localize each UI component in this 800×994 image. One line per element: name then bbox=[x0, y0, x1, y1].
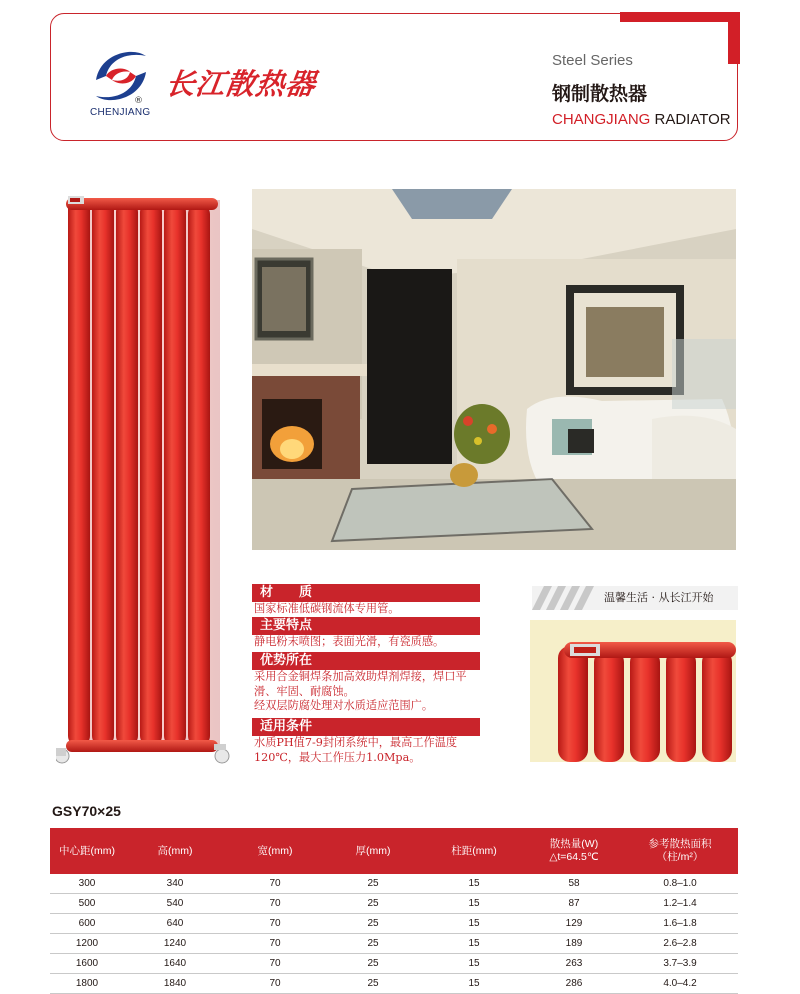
column-header bbox=[226, 828, 324, 874]
radiator-closeup-image bbox=[530, 620, 736, 762]
series-title-cn: 钢制散热器 bbox=[552, 83, 648, 105]
spec-table bbox=[50, 828, 738, 994]
table-row bbox=[50, 874, 738, 894]
table-cell: 2.6–2.8 bbox=[622, 934, 738, 954]
table-cell: 4.0–4.2 bbox=[622, 974, 738, 994]
logo-caption: CHENJIANG bbox=[90, 107, 151, 118]
column-header bbox=[422, 828, 526, 874]
column-header bbox=[622, 828, 738, 874]
radiator-product-image bbox=[56, 188, 240, 772]
table-cell: 600 bbox=[50, 914, 124, 934]
feature-body-material bbox=[254, 602, 494, 617]
table-cell: 25 bbox=[324, 894, 422, 914]
table-cell: 70 bbox=[226, 894, 324, 914]
brand-name: 长江散热器 bbox=[163, 67, 319, 101]
table-cell: 15 bbox=[422, 894, 526, 914]
column-header-text: 参考散热面积 bbox=[648, 838, 712, 850]
table-row bbox=[50, 974, 738, 994]
column-header-text: 宽(mm) bbox=[257, 844, 293, 857]
table-cell: 340 bbox=[124, 874, 226, 894]
column-header-text: 中心距(mm) bbox=[59, 844, 115, 857]
feature-title-advantages: 优势所在 bbox=[252, 652, 480, 670]
corner-accent-vertical bbox=[728, 12, 740, 64]
feature-body-highlights bbox=[254, 635, 494, 650]
series-brand-red: CHANGJIANG bbox=[552, 111, 651, 128]
table-cell: 1240 bbox=[124, 934, 226, 954]
table-cell: 129 bbox=[526, 914, 622, 934]
table-cell: 25 bbox=[324, 974, 422, 994]
table-cell: 70 bbox=[226, 874, 324, 894]
table-cell: 70 bbox=[226, 934, 324, 954]
table-cell: 3.7–3.9 bbox=[622, 954, 738, 974]
model-title: GSY70×25 bbox=[52, 803, 121, 819]
feature-line: 滑、牢固、耐腐蚀。 bbox=[254, 684, 355, 698]
column-header-text: 散热量(W) bbox=[549, 838, 599, 850]
living-room-photo bbox=[252, 189, 736, 550]
column-header-text: 高(mm) bbox=[157, 844, 193, 857]
feature-body-advantages bbox=[254, 670, 494, 714]
feature-line: 国家标准低碳钢流体专用管。 bbox=[254, 602, 400, 615]
table-cell: 70 bbox=[226, 954, 324, 974]
table-cell: 70 bbox=[226, 974, 324, 994]
table-cell: 15 bbox=[422, 874, 526, 894]
column-header bbox=[324, 828, 422, 874]
table-cell: 1.6–1.8 bbox=[622, 914, 738, 934]
table-row bbox=[50, 954, 738, 974]
column-header-text: 厚(mm) bbox=[355, 844, 391, 857]
corner-accent bbox=[620, 12, 738, 22]
table-cell: 58 bbox=[526, 874, 622, 894]
series-title-en: Steel Series bbox=[552, 52, 633, 69]
table-cell: 286 bbox=[526, 974, 622, 994]
column-header bbox=[124, 828, 226, 874]
column-header-text: 柱距(mm) bbox=[451, 844, 497, 857]
table-cell: 540 bbox=[124, 894, 226, 914]
table-cell: 263 bbox=[526, 954, 622, 974]
table-cell: 1800 bbox=[50, 974, 124, 994]
table-cell: 1840 bbox=[124, 974, 226, 994]
table-cell: 15 bbox=[422, 934, 526, 954]
table-cell: 15 bbox=[422, 974, 526, 994]
table-cell: 15 bbox=[422, 954, 526, 974]
table-cell: 1600 bbox=[50, 954, 124, 974]
table-cell: 87 bbox=[526, 894, 622, 914]
table-cell: 1200 bbox=[50, 934, 124, 954]
table-cell: 70 bbox=[226, 914, 324, 934]
table-cell: 1640 bbox=[124, 954, 226, 974]
feature-body-conditions bbox=[254, 736, 494, 765]
slogan: 温馨生活 · 从长江开始 bbox=[604, 591, 714, 604]
feature-line: 经双层防腐处理对水质适应范围广。 bbox=[254, 699, 434, 712]
table-cell: 300 bbox=[50, 874, 124, 894]
table-cell: 25 bbox=[324, 954, 422, 974]
column-header bbox=[526, 828, 622, 874]
column-header-subtext: △t=64.5℃ bbox=[549, 851, 599, 863]
column-header-subtext: （柱/m²） bbox=[656, 851, 704, 863]
table-cell: 0.8–1.0 bbox=[622, 874, 738, 894]
feature-line: 水质PH值7-9封闭系统中，最高工作温度 bbox=[254, 736, 458, 749]
feature-line: 静电粉末喷图；表面光滑，有瓷质感。 bbox=[254, 635, 445, 648]
table-cell: 640 bbox=[124, 914, 226, 934]
feature-title-highlights: 主要特点 bbox=[252, 617, 480, 635]
table-row bbox=[50, 894, 738, 914]
table-cell: 1.2–1.4 bbox=[622, 894, 738, 914]
feature-line: 采用合金铜焊条加高效助焊剂焊接，焊口平 bbox=[254, 670, 467, 683]
table-cell: 189 bbox=[526, 934, 622, 954]
table-cell: 25 bbox=[324, 934, 422, 954]
table-header-row bbox=[50, 828, 738, 874]
table-row bbox=[50, 934, 738, 954]
table-cell: 25 bbox=[324, 874, 422, 894]
feature-title-conditions: 适用条件 bbox=[252, 718, 480, 736]
series-brand-black: RADIATOR bbox=[650, 111, 731, 128]
feature-line: 120℃，最大工作压力1.0Mpa。 bbox=[254, 750, 421, 764]
table-cell: 25 bbox=[324, 914, 422, 934]
table-cell: 15 bbox=[422, 914, 526, 934]
table-cell: 500 bbox=[50, 894, 124, 914]
series-brand bbox=[552, 111, 731, 128]
table-row bbox=[50, 914, 738, 934]
feature-title-material: 材 质 bbox=[252, 584, 480, 602]
registered-mark: ® bbox=[134, 96, 143, 106]
column-header bbox=[50, 828, 124, 874]
